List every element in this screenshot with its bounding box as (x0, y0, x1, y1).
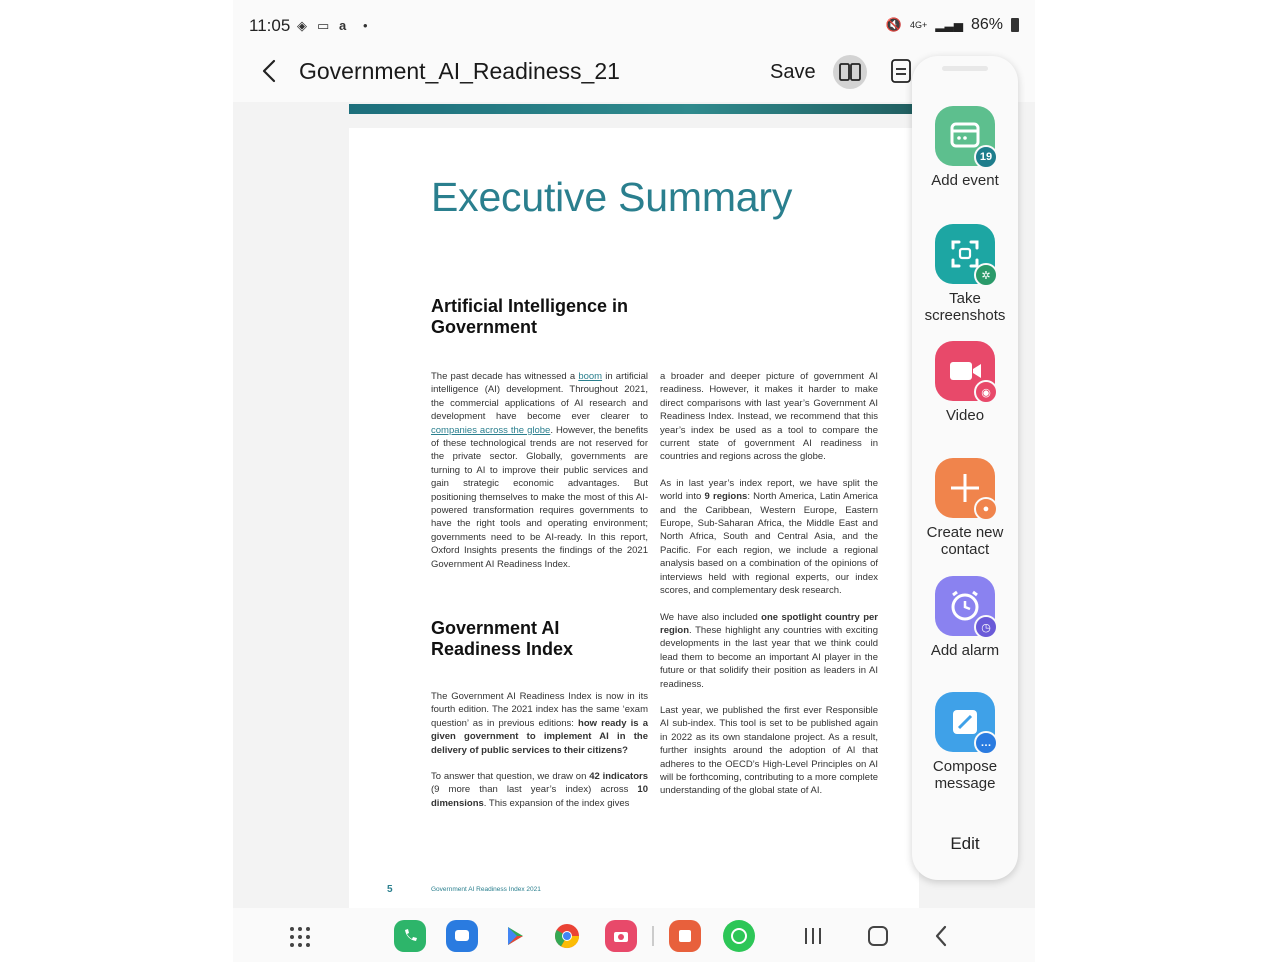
status-right (886, 16, 1019, 34)
camera-app-icon[interactable] (605, 920, 637, 952)
network-type: 4G+ (910, 20, 928, 30)
recent-apps-icon[interactable] (803, 926, 823, 946)
column-left-bottom (431, 690, 648, 823)
executive-summary-heading: Executive Summary (431, 174, 793, 220)
clock-badge-icon: ◷ (974, 615, 998, 639)
phone-app-icon[interactable] (394, 920, 426, 952)
apps-grid-icon[interactable] (289, 926, 311, 948)
mute-icon: 🔇 (885, 17, 903, 32)
page-view-icon[interactable] (890, 58, 912, 84)
document-title: Government_AI_Readiness_21 (299, 58, 620, 84)
status-bar (233, 0, 1035, 50)
home-button-icon[interactable] (868, 926, 888, 946)
calendar-badge: 19 (974, 145, 998, 169)
page-number: 5 (387, 884, 393, 895)
edit-panel-button[interactable]: Edit (950, 834, 980, 853)
dock-separator (652, 926, 654, 946)
compose-message-shortcut[interactable] (912, 692, 1018, 792)
screenshot-icon (935, 224, 995, 284)
alarm-clock-icon (935, 576, 995, 636)
cast-icon: ▭ (317, 18, 330, 33)
compose-message-label: Compose message (932, 758, 998, 792)
video-shortcut[interactable] (912, 341, 1018, 424)
paragraph: The past decade has witnessed a boom in artificial intelligence (AI) development. Throughout 2021, the commercial applications of AI research and development have become ever clearer to companies across the globe. However, the benefits of these technological trends are not reserved for the private sector. Globally, governments are turning to AI to improve their public services and gain strategic economic advantages. But positioning themselves to make the most of this AI-powered transformation requires governments to have the right tools and operating environment; governments need to be AI-ready. In this report, Oxford Insights presents the findings of the 2021 Government AI Readiness Index. (431, 371, 648, 570)
add-event-label: Add event (931, 172, 999, 189)
chrome-app-icon[interactable] (551, 920, 583, 952)
notification-icon: ◈ (297, 18, 307, 33)
paragraph: a broader and deeper picture of government AI readiness. However, it makes it harder to make direct comparisons with last year’s Government AI Readiness Index. Instead, we recommend that this year’s index be used as a tool to compare the current state of government AI readiness in countries and regions across the globe. (660, 371, 878, 463)
chat-bubble-icon: … (974, 731, 998, 755)
paragraph: As in last year’s index report, we have split the world into 9 regions: North America, Latin America and the Caribbean, Western Europe, Eastern Europe, Sub-Saharan Africa, the Middle East and North Africa, South and Central Asia, and the Pacific. For each region, we include a regional analysis based on a combination of the opinions of interviews held with regional experts, our index scores, and complementary desk research. (660, 477, 878, 597)
play-store-icon[interactable] (499, 920, 531, 952)
save-button[interactable]: Save (770, 61, 816, 83)
back-arrow-icon[interactable] (258, 58, 282, 84)
page-header-band (349, 104, 919, 114)
companies-link[interactable]: companies across the globe (431, 424, 551, 436)
signal-icon: ▂▃▅ (935, 18, 963, 32)
battery-level: 86% (970, 16, 1003, 33)
section-readiness-index-title: Government AI Readiness Index (431, 618, 574, 659)
battery-icon (1011, 18, 1019, 32)
camera-badge-icon: ◉ (974, 380, 998, 404)
nav-back-icon[interactable] (933, 924, 949, 948)
video-camera-icon (935, 341, 995, 401)
panel-handle[interactable] (942, 66, 988, 71)
edit-pencil-icon (935, 692, 995, 752)
paragraph: The Government AI Readiness Index is now in its fourth edition. The 2021 index has the same ‘exam question’ as in previous editions: how ready is a given government to implement AI in the delivery of public services to their citizens? (431, 691, 648, 756)
take-screenshots-label: Take screenshots (924, 290, 1006, 324)
gear-icon: ✲ (974, 263, 998, 287)
paragraph: We have also included one spotlight country per region. These highlight any countries with exciting developments in the last year that we think could lead them to become an important AI player in the future or that solidify their position as leaders in AI readiness. (660, 611, 879, 690)
status-time: 11:05 (249, 16, 291, 35)
edge-panel (912, 56, 1018, 880)
add-alarm-shortcut[interactable] (912, 576, 1018, 659)
create-contact-label: Create new contact (926, 524, 1004, 558)
column-right (660, 370, 878, 811)
navigation-bar (233, 908, 1035, 962)
section-ai-in-government-title: Artificial Intelligence in Government (431, 296, 629, 337)
create-contact-shortcut[interactable] (912, 458, 1018, 558)
whatsapp-app-icon[interactable] (723, 920, 755, 952)
paragraph: Last year, we published the first ever Responsible AI sub-index. This tool is set to be published again in 2022 as its own standalone project. As a result, further insights around the adoption of AI that adheres to the OECD’s High-Level Principles on AI will be forthcoming, contributing to a more complete understanding of the global state of AI. (660, 704, 878, 797)
page-footer: Government AI Readiness Index 2021 (431, 886, 541, 893)
column-left-top (431, 370, 648, 584)
messages-app-icon[interactable] (446, 920, 478, 952)
add-event-shortcut[interactable] (912, 106, 1018, 189)
office-app-icon[interactable] (669, 920, 701, 952)
person-icon: ● (974, 497, 998, 521)
video-label: Video (945, 407, 985, 424)
app-notification-icon: a (339, 18, 347, 33)
more-notifications-icon: • (363, 18, 368, 33)
document-page (349, 128, 919, 908)
plus-icon (935, 458, 995, 518)
take-screenshots-shortcut[interactable] (912, 224, 1018, 324)
calendar-icon (935, 106, 995, 166)
paragraph: To answer that question, we draw on 42 indicators (9 more than last year’s index) across 10 dimensions. This expansion of the index gives (431, 771, 649, 809)
boom-link[interactable]: boom (578, 371, 603, 382)
add-alarm-label: Add alarm (930, 642, 1000, 659)
reading-mode-icon[interactable] (833, 55, 867, 89)
